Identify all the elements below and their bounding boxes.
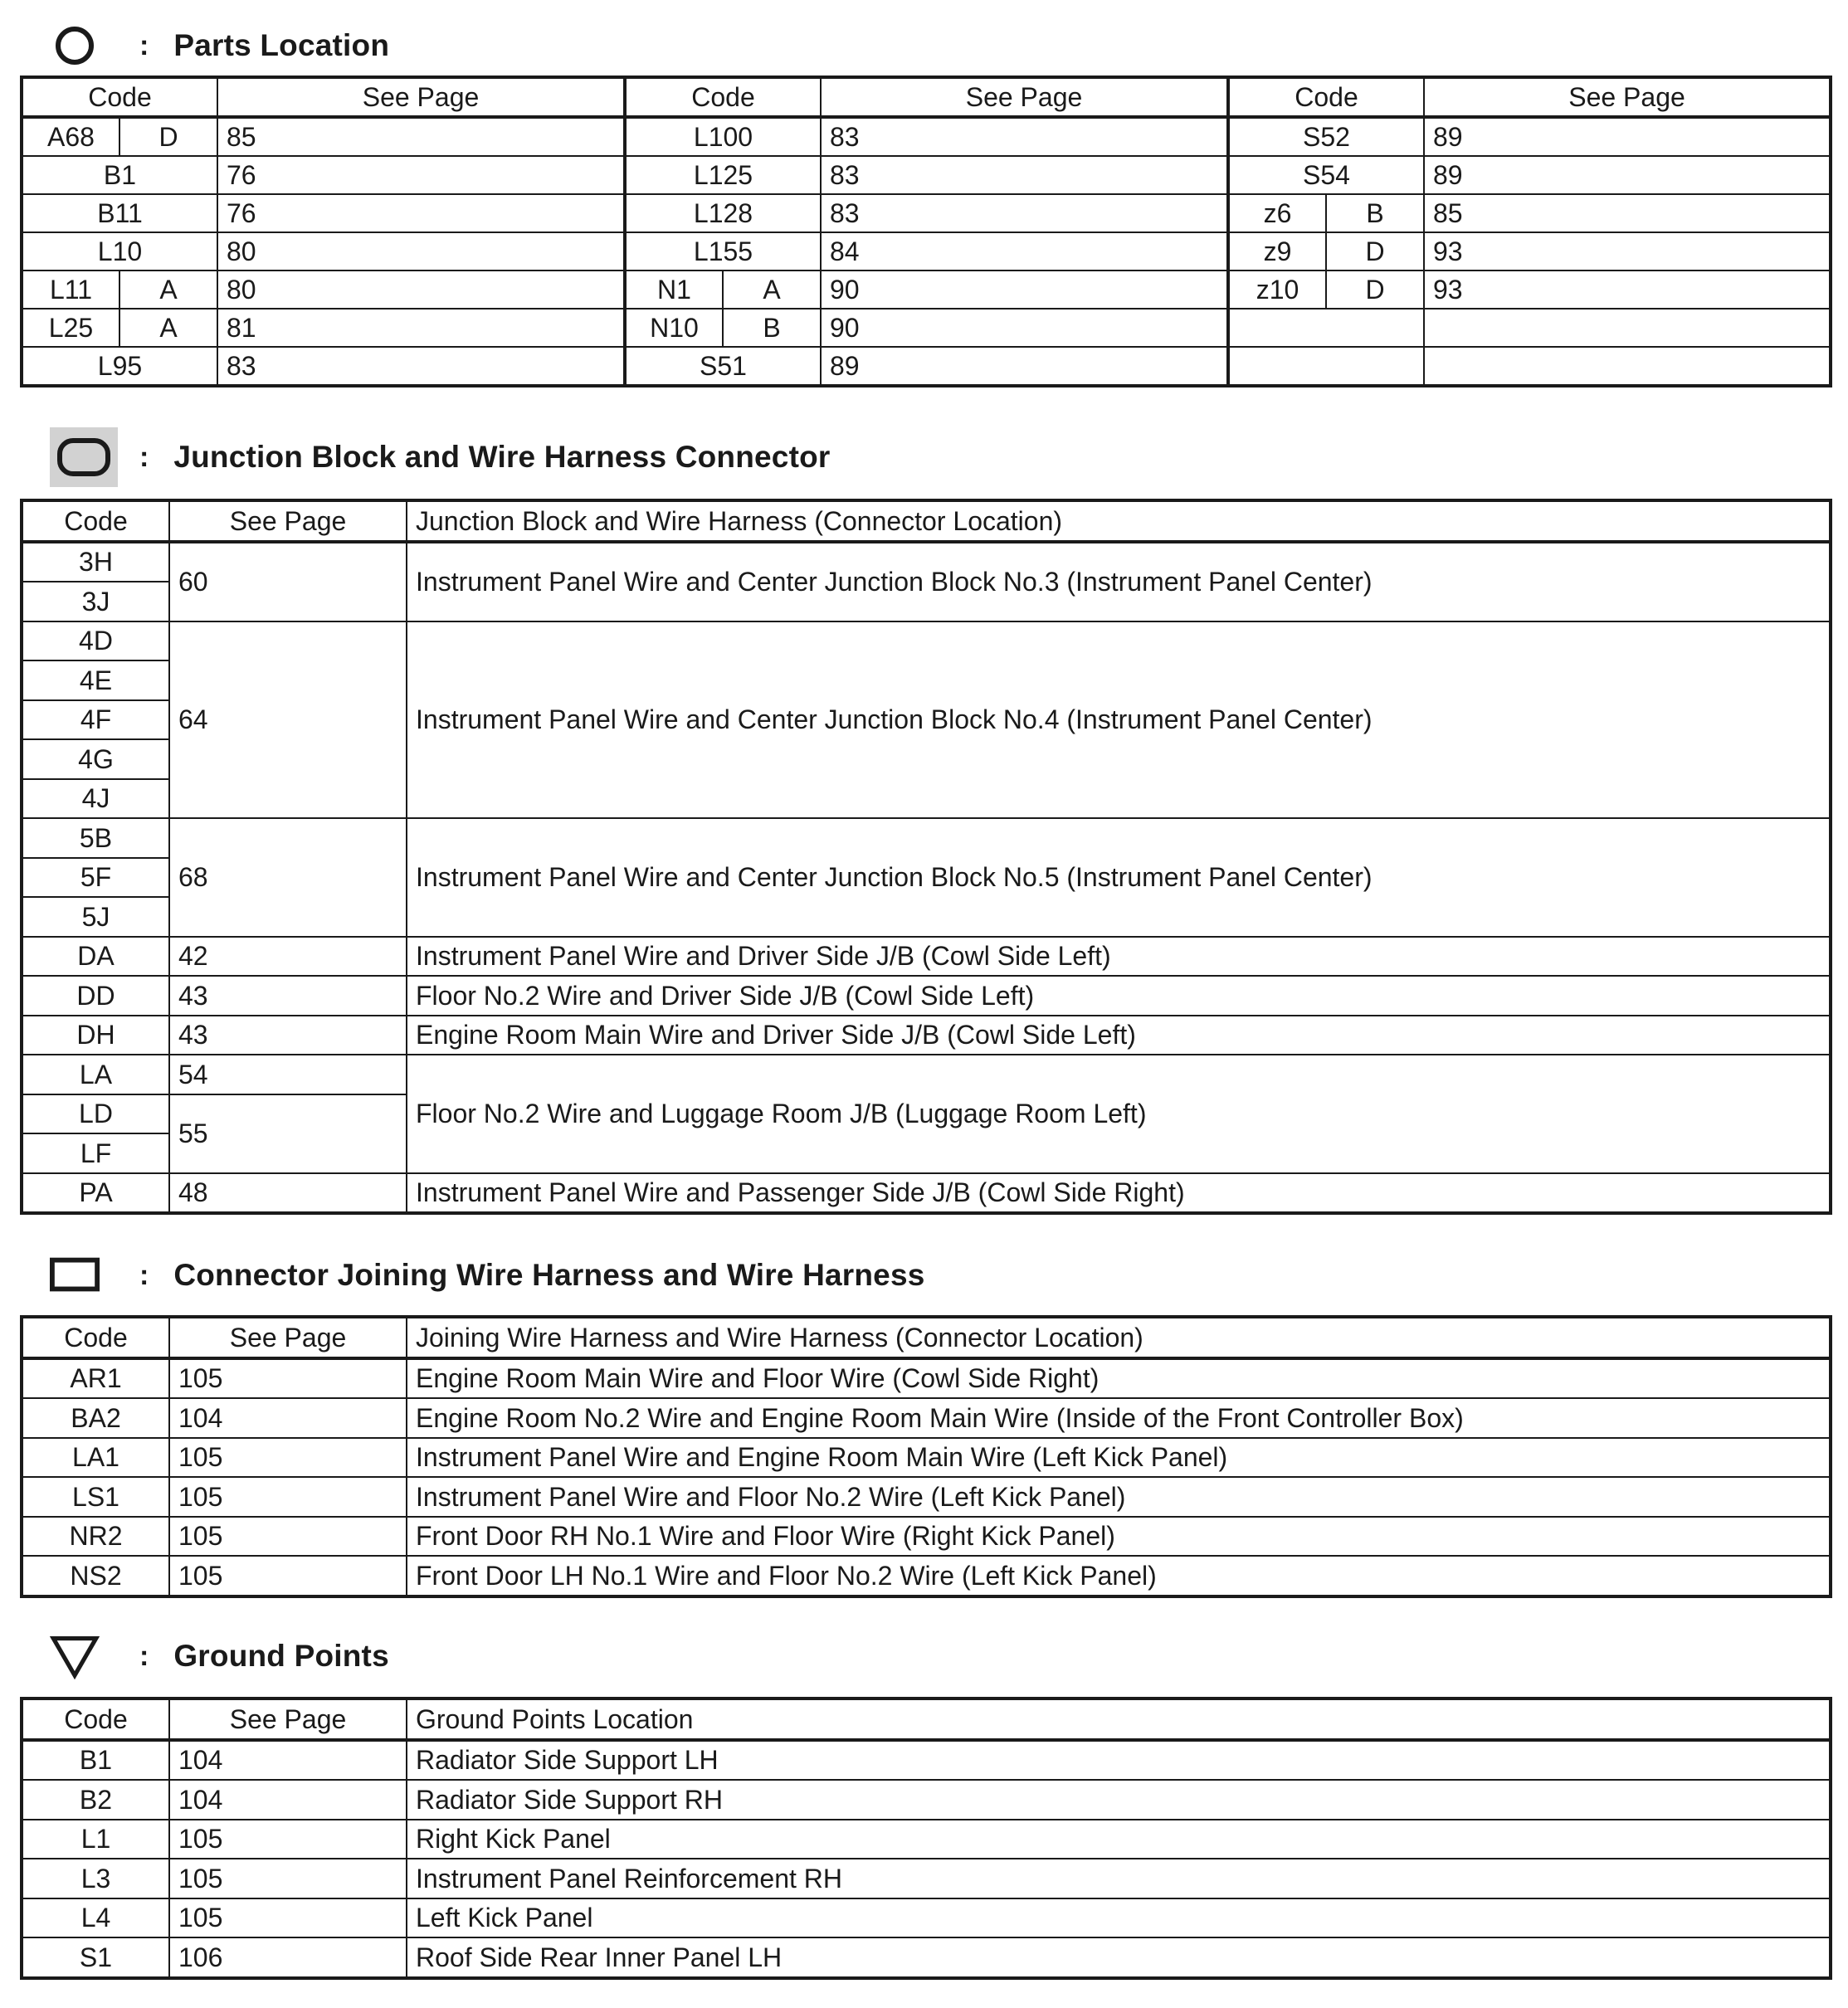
- code-cell: LS1: [22, 1477, 169, 1517]
- code-cell: PA: [22, 1173, 169, 1214]
- code-cell: S1: [22, 1937, 169, 1978]
- location-cell: Radiator Side Support RH: [407, 1780, 1831, 1820]
- table-row: [22, 1358, 1831, 1399]
- see-page-cell: [1424, 347, 1831, 386]
- code-cell: z10: [1228, 270, 1326, 309]
- ground-points-table: [20, 1697, 1832, 1980]
- sub-code-cell: A: [119, 270, 217, 309]
- header-location: Ground Points Location: [407, 1699, 1831, 1740]
- section-title: Ground Points: [173, 1639, 389, 1673]
- table-row: [22, 976, 1831, 1016]
- code-cell: L1: [22, 1820, 169, 1859]
- code-cell: 5J: [22, 897, 169, 937]
- location-cell: Engine Room No.2 Wire and Engine Room Main Wire (Inside of the Front Controller Box): [407, 1398, 1831, 1438]
- table-row: [22, 1398, 1831, 1438]
- location-cell: Front Door LH No.1 Wire and Floor No.2 Wire (Left Kick Panel): [407, 1556, 1831, 1596]
- ground-points-heading: [50, 1631, 389, 1681]
- table-header-row: [22, 500, 1831, 542]
- see-page-cell: 84: [821, 232, 1228, 270]
- sub-code-cell: A: [119, 309, 217, 347]
- table-row: [22, 117, 1831, 156]
- junction-block-table: [20, 499, 1832, 1215]
- see-page-cell: 68: [169, 818, 407, 937]
- location-cell: Instrument Panel Wire and Center Junction Block No.4 (Instrument Panel Center): [407, 621, 1831, 819]
- table-row: [22, 621, 1831, 661]
- table-row: [22, 1173, 1831, 1214]
- code-cell: [1228, 347, 1424, 386]
- circle-icon: [50, 21, 100, 71]
- location-cell: Front Door RH No.1 Wire and Floor Wire (Right Kick Panel): [407, 1517, 1831, 1557]
- see-page-cell: 105: [169, 1820, 407, 1859]
- code-cell: L155: [625, 232, 821, 270]
- code-cell: 4D: [22, 621, 169, 661]
- table-row: [22, 1438, 1831, 1478]
- code-cell: 3J: [22, 582, 169, 621]
- see-page-cell: 89: [1424, 156, 1831, 194]
- see-page-cell: 105: [169, 1477, 407, 1517]
- code-cell: B1: [22, 156, 217, 194]
- sub-code-cell: B: [723, 309, 821, 347]
- code-cell: L100: [625, 117, 821, 156]
- location-cell: Instrument Panel Reinforcement RH: [407, 1859, 1831, 1898]
- table-row: [22, 1016, 1831, 1055]
- sub-code-cell: A: [723, 270, 821, 309]
- heading-colon: :: [139, 1259, 149, 1291]
- location-cell: Instrument Panel Wire and Driver Side J/B (Cowl Side Left): [407, 937, 1831, 977]
- code-cell: LF: [22, 1133, 169, 1173]
- code-cell: AR1: [22, 1358, 169, 1399]
- location-cell: Instrument Panel Wire and Center Junction Block No.3 (Instrument Panel Center): [407, 542, 1831, 621]
- code-cell: NS2: [22, 1556, 169, 1596]
- sub-code-cell: B: [1326, 194, 1424, 232]
- see-page-cell: 105: [169, 1898, 407, 1938]
- location-cell: Instrument Panel Wire and Engine Room Main Wire (Left Kick Panel): [407, 1438, 1831, 1478]
- code-cell: DH: [22, 1016, 169, 1055]
- see-page-cell: 80: [217, 270, 625, 309]
- table-row: [22, 1937, 1831, 1978]
- code-cell: L125: [625, 156, 821, 194]
- see-page-cell: 76: [217, 194, 625, 232]
- see-page-cell: [1424, 309, 1831, 347]
- table-header-row: [22, 77, 1831, 117]
- section-title: Junction Block and Wire Harness Connector: [173, 440, 831, 474]
- table-row: [22, 1898, 1831, 1938]
- header-location: Joining Wire Harness and Wire Harness (Connector Location): [407, 1317, 1831, 1358]
- table-row: [22, 818, 1831, 858]
- see-page-cell: 80: [217, 232, 625, 270]
- table-row: [22, 194, 1831, 232]
- location-cell: Floor No.2 Wire and Luggage Room J/B (Luggage Room Left): [407, 1055, 1831, 1173]
- header-see-page: See Page: [169, 1317, 407, 1358]
- code-cell: B2: [22, 1780, 169, 1820]
- see-page-cell: 104: [169, 1398, 407, 1438]
- see-page-cell: 104: [169, 1780, 407, 1820]
- see-page-cell: 104: [169, 1740, 407, 1781]
- header-code: Code: [22, 1699, 169, 1740]
- table-header-row: [22, 1317, 1831, 1358]
- code-cell: L95: [22, 347, 217, 386]
- see-page-cell: 83: [821, 117, 1228, 156]
- table-row: [22, 1780, 1831, 1820]
- code-cell: BA2: [22, 1398, 169, 1438]
- code-cell: DD: [22, 976, 169, 1016]
- table-row: [22, 1055, 1831, 1094]
- header-code: Code: [1228, 77, 1424, 117]
- table-row: [22, 1740, 1831, 1781]
- rectangle-icon: [50, 1250, 100, 1300]
- see-page-cell: 93: [1424, 232, 1831, 270]
- header-code: Code: [22, 77, 217, 117]
- header-code: Code: [22, 1317, 169, 1358]
- code-cell: 4G: [22, 739, 169, 779]
- code-cell: S54: [1228, 156, 1424, 194]
- table-row: [22, 1556, 1831, 1596]
- triangle-down-icon: [50, 1631, 100, 1681]
- sub-code-cell: D: [1326, 270, 1424, 309]
- see-page-cell: 60: [169, 542, 407, 621]
- heading-colon: :: [139, 441, 149, 473]
- see-page-cell: 106: [169, 1937, 407, 1978]
- table-header-row: [22, 1699, 1831, 1740]
- code-cell: N1: [625, 270, 723, 309]
- table-row: [22, 937, 1831, 977]
- header-code: Code: [625, 77, 821, 117]
- code-cell: 4J: [22, 779, 169, 819]
- see-page-cell: 81: [217, 309, 625, 347]
- code-cell: NR2: [22, 1517, 169, 1557]
- header-see-page: See Page: [169, 1699, 407, 1740]
- code-cell: L10: [22, 232, 217, 270]
- location-cell: Instrument Panel Wire and Passenger Side J/B (Cowl Side Right): [407, 1173, 1831, 1214]
- code-cell: 4F: [22, 700, 169, 740]
- header-location: Junction Block and Wire Harness (Connector Location): [407, 500, 1831, 542]
- table-row: [22, 347, 1831, 386]
- code-cell: N10: [625, 309, 723, 347]
- location-cell: Radiator Side Support LH: [407, 1740, 1831, 1781]
- parts-location-table: [20, 76, 1832, 387]
- heading-colon: :: [139, 29, 149, 61]
- code-cell: 5B: [22, 818, 169, 858]
- see-page-cell: 89: [821, 347, 1228, 386]
- location-cell: Instrument Panel Wire and Center Junction Block No.5 (Instrument Panel Center): [407, 818, 1831, 937]
- location-cell: Instrument Panel Wire and Floor No.2 Wire (Left Kick Panel): [407, 1477, 1831, 1517]
- code-cell: z9: [1228, 232, 1326, 270]
- location-cell: Engine Room Main Wire and Floor Wire (Cowl Side Right): [407, 1358, 1831, 1399]
- location-cell: Roof Side Rear Inner Panel LH: [407, 1937, 1831, 1978]
- see-page-cell: 105: [169, 1517, 407, 1557]
- code-cell: 4E: [22, 660, 169, 700]
- location-cell: Left Kick Panel: [407, 1898, 1831, 1938]
- code-cell: LA: [22, 1055, 169, 1094]
- connector-joining-heading: [50, 1250, 925, 1300]
- header-code: Code: [22, 500, 169, 542]
- see-page-cell: 105: [169, 1556, 407, 1596]
- see-page-cell: 48: [169, 1173, 407, 1214]
- see-page-cell: 90: [821, 309, 1228, 347]
- location-cell: Floor No.2 Wire and Driver Side J/B (Cowl Side Left): [407, 976, 1831, 1016]
- section-title: Connector Joining Wire Harness and Wire Harness: [173, 1258, 925, 1292]
- location-cell: Engine Room Main Wire and Driver Side J/B (Cowl Side Left): [407, 1016, 1831, 1055]
- see-page-cell: 105: [169, 1859, 407, 1898]
- table-row: [22, 1859, 1831, 1898]
- see-page-cell: 83: [821, 156, 1228, 194]
- see-page-cell: 105: [169, 1438, 407, 1478]
- table-row: [22, 1517, 1831, 1557]
- header-see-page: See Page: [169, 500, 407, 542]
- code-cell: z6: [1228, 194, 1326, 232]
- heading-colon: :: [139, 1640, 149, 1672]
- see-page-cell: 83: [217, 347, 625, 386]
- table-row: [22, 156, 1831, 194]
- code-cell: 5F: [22, 858, 169, 898]
- header-see-page: See Page: [821, 77, 1228, 117]
- header-see-page: See Page: [1424, 77, 1831, 117]
- table-row: [22, 1477, 1831, 1517]
- see-page-cell: 54: [169, 1055, 407, 1094]
- code-cell: S51: [625, 347, 821, 386]
- parts-location-heading: [50, 21, 389, 71]
- see-page-cell: 89: [1424, 117, 1831, 156]
- code-cell: L25: [22, 309, 119, 347]
- header-see-page: See Page: [217, 77, 625, 117]
- rounded-rect-icon: [50, 427, 118, 487]
- see-page-cell: 90: [821, 270, 1228, 309]
- see-page-cell: 83: [821, 194, 1228, 232]
- code-cell: A68: [22, 117, 119, 156]
- see-page-cell: 76: [217, 156, 625, 194]
- table-row: [22, 542, 1831, 582]
- code-cell: L11: [22, 270, 119, 309]
- code-cell: DA: [22, 937, 169, 977]
- see-page-cell: 93: [1424, 270, 1831, 309]
- code-cell: S52: [1228, 117, 1424, 156]
- connector-joining-table: [20, 1315, 1832, 1598]
- code-cell: LA1: [22, 1438, 169, 1478]
- code-cell: B1: [22, 1740, 169, 1781]
- code-cell: L3: [22, 1859, 169, 1898]
- table-row: [22, 309, 1831, 347]
- junction-block-heading: [50, 432, 831, 482]
- see-page-cell: 42: [169, 937, 407, 977]
- sub-code-cell: D: [1326, 232, 1424, 270]
- section-title: Parts Location: [173, 28, 390, 62]
- table-row: [22, 1820, 1831, 1859]
- see-page-cell: 43: [169, 1016, 407, 1055]
- code-cell: 3H: [22, 542, 169, 582]
- see-page-cell: 55: [169, 1094, 407, 1173]
- code-cell: [1228, 309, 1424, 347]
- see-page-cell: 43: [169, 976, 407, 1016]
- table-row: [22, 270, 1831, 309]
- location-cell: Right Kick Panel: [407, 1820, 1831, 1859]
- code-cell: LD: [22, 1094, 169, 1134]
- code-cell: L4: [22, 1898, 169, 1938]
- see-page-cell: 64: [169, 621, 407, 819]
- table-row: [22, 232, 1831, 270]
- code-cell: L128: [625, 194, 821, 232]
- see-page-cell: 105: [169, 1358, 407, 1399]
- sub-code-cell: D: [119, 117, 217, 156]
- see-page-cell: 85: [1424, 194, 1831, 232]
- code-cell: B11: [22, 194, 217, 232]
- see-page-cell: 85: [217, 117, 625, 156]
